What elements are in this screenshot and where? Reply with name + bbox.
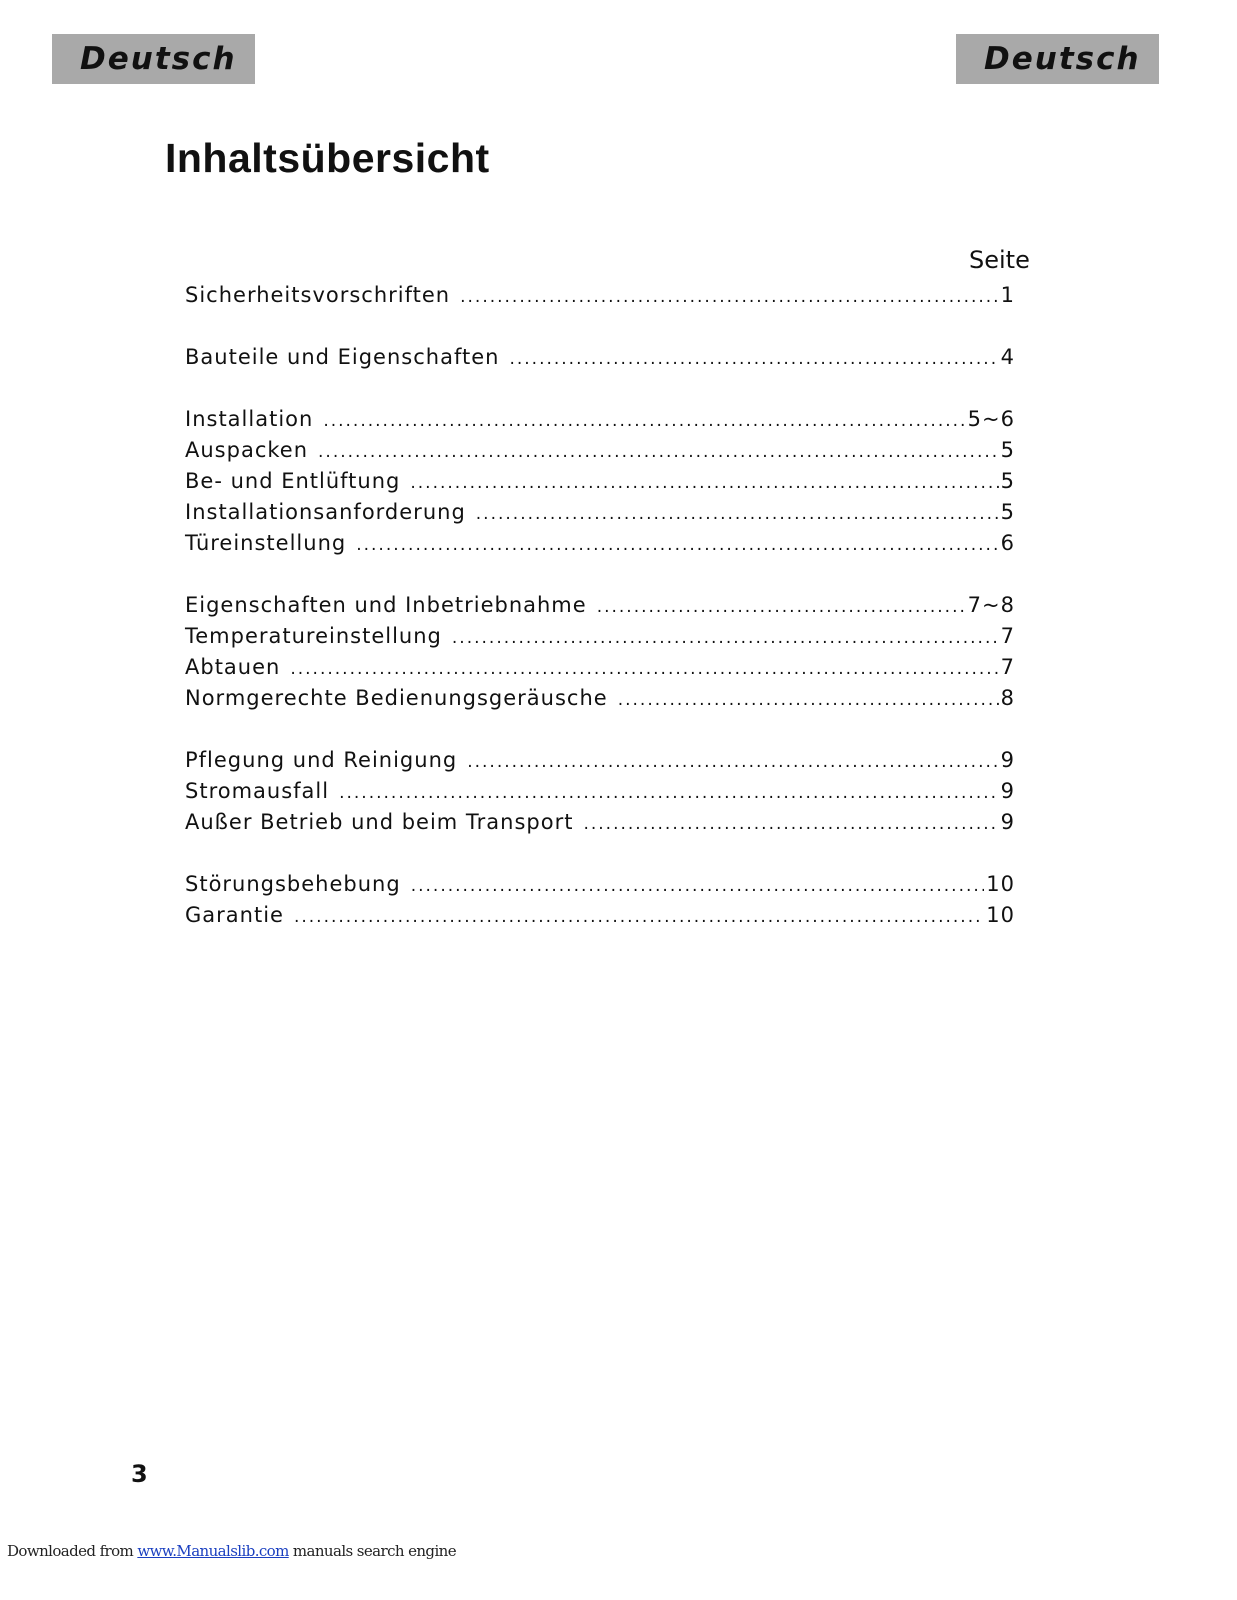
toc-entry-page: 7~8 [967, 593, 1015, 617]
toc-entry-label: Türeinstellung [185, 531, 347, 555]
toc-entry-page: 7 [1000, 655, 1015, 679]
toc-entry-page: 5 [1000, 500, 1015, 524]
toc-entry[interactable] [185, 776, 1015, 807]
toc-entry-page: 9 [1000, 748, 1015, 772]
toc-entry[interactable] [185, 683, 1015, 714]
footer-suffix: manuals search engine [288, 1542, 456, 1560]
toc-entry[interactable] [185, 280, 1015, 311]
toc-entry-label: Eigenschaften und Inbetriebnahme [185, 593, 587, 617]
toc-entry-page: 5~6 [967, 407, 1015, 431]
toc-entry-label: Abtauen [185, 655, 281, 679]
page-number: 3 [131, 1460, 148, 1488]
toc-entry[interactable] [185, 652, 1015, 683]
toc-entry-page: 6 [1000, 531, 1015, 555]
toc-group [185, 745, 1015, 838]
toc-dot-leader [294, 902, 984, 933]
toc-entry-label: Bauteile und Eigenschaften [185, 345, 500, 369]
toc-dot-leader [597, 592, 966, 623]
toc-entry-label: Störungsbehebung [185, 872, 401, 896]
toc-entry-page: 1 [1000, 283, 1015, 307]
toc-dot-leader [411, 871, 985, 902]
toc-dot-leader [410, 468, 998, 499]
toc-dot-leader [339, 778, 999, 809]
page-column-header: Seite [969, 246, 1030, 274]
toc-entry-label: Außer Betrieb und beim Transport [185, 810, 574, 834]
toc-group [185, 280, 1015, 311]
toc-entry[interactable] [185, 869, 1015, 900]
download-footer [7, 1541, 456, 1561]
toc-entry[interactable] [185, 590, 1015, 621]
toc-entry[interactable] [185, 342, 1015, 373]
toc-entry-label: Be- und Entlüftung [185, 469, 401, 493]
toc-entry-label: Stromausfall [185, 779, 330, 803]
toc-dot-leader [476, 499, 999, 530]
toc-entry-page: 10 [986, 903, 1015, 927]
toc-group [185, 590, 1015, 714]
toc-entry[interactable] [185, 900, 1015, 931]
toc-entry-label: Auspacken [185, 438, 309, 462]
toc-dot-leader [509, 344, 998, 375]
toc-entry-label: Garantie [185, 903, 284, 927]
toc-entry[interactable] [185, 528, 1015, 559]
toc-entry-label: Temperatureinstellung [185, 624, 442, 648]
language-tab-right: Deutsch [956, 34, 1159, 84]
toc-entry[interactable] [185, 466, 1015, 497]
toc-entry-page: 9 [1000, 779, 1015, 803]
toc-dot-leader [290, 654, 998, 685]
toc-entry[interactable] [185, 807, 1015, 838]
toc-entry[interactable] [185, 621, 1015, 652]
toc-dot-leader [618, 685, 999, 716]
toc-group [185, 342, 1015, 373]
toc-entry[interactable] [185, 497, 1015, 528]
toc-entry-page: 9 [1000, 810, 1015, 834]
toc-dot-leader [583, 809, 998, 840]
toc-entry-label: Installationsanforderung [185, 500, 466, 524]
toc-entry-page: 5 [1000, 438, 1015, 462]
toc-entry-label: Pflegung und Reinigung [185, 748, 458, 772]
toc-entry[interactable] [185, 404, 1015, 435]
toc-group [185, 869, 1015, 931]
toc-entry[interactable] [185, 435, 1015, 466]
toc-entry[interactable] [185, 745, 1015, 776]
page-title: Inhaltsübersicht [165, 135, 490, 181]
toc-entry-page: 10 [986, 872, 1015, 896]
toc-entry-label: Installation [185, 407, 314, 431]
toc-dot-leader [356, 530, 998, 561]
toc-dot-leader [467, 747, 998, 778]
manualslib-link[interactable]: www.Manualslib.com [137, 1542, 289, 1560]
table-of-contents [185, 280, 1015, 962]
toc-group [185, 404, 1015, 559]
toc-entry-label: Normgerechte Bedienungsgeräusche [185, 686, 608, 710]
toc-entry-page: 7 [1000, 624, 1015, 648]
toc-entry-label: Sicherheitsvorschriften [185, 283, 451, 307]
footer-prefix: Downloaded from [7, 1542, 138, 1560]
toc-entry-page: 5 [1000, 469, 1015, 493]
toc-dot-leader [323, 406, 965, 437]
toc-dot-leader [460, 282, 999, 313]
language-tab-left: Deutsch [52, 34, 255, 84]
toc-dot-leader [452, 623, 999, 654]
toc-dot-leader [318, 437, 999, 468]
toc-entry-page: 8 [1000, 686, 1015, 710]
toc-entry-page: 4 [1000, 345, 1015, 369]
